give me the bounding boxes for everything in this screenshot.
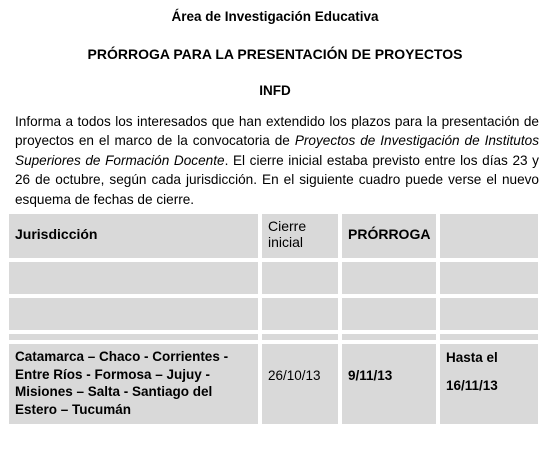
table-cell: [260, 260, 340, 296]
intro-paragraph: [15, 112, 539, 209]
document-subtitle: INFD: [259, 83, 291, 98]
header-prorroga: PRÓRROGA: [340, 212, 438, 260]
table-cell: [7, 332, 260, 342]
hasta-label: Hasta el: [446, 350, 498, 365]
table-cell: [340, 332, 438, 342]
header-cierre-inicial: Cierre inicial: [260, 212, 340, 260]
organization-heading: Área de Investigación Educativa: [171, 9, 379, 24]
hasta-fecha: 16/11/13: [446, 378, 498, 393]
intro-text-before: Informa a todos los interesados que han extendido los plazos para la presentación de proyectos en el marco de la convocatoria de: [15, 114, 539, 149]
deadline-table: [7, 212, 540, 426]
intro-call-name: Proyectos de Investigación de Institutos Superiores de Formación Docente: [15, 133, 539, 168]
cell-cierre-inicial: 26/10/13: [260, 342, 340, 426]
table-cell: [340, 260, 438, 296]
table-header-row: [7, 212, 540, 260]
table-cell: [7, 260, 260, 296]
document-title: PRÓRROGA PARA LA PRESENTACIÓN DE PROYECTOS: [87, 46, 463, 62]
cell-hasta: [438, 342, 540, 426]
header-extra: [438, 212, 540, 260]
table-row: [7, 342, 540, 426]
cell-prorroga: 9/11/13: [340, 342, 438, 426]
table-row-empty: [7, 332, 540, 342]
table-cell: [438, 260, 540, 296]
table-cell: [438, 296, 540, 332]
table-cell: [438, 332, 540, 342]
table-row-empty: [7, 260, 540, 296]
table-cell: [260, 332, 340, 342]
table-cell: [7, 296, 260, 332]
cell-jurisdicciones: Catamarca – Chaco - Corrientes - Entre Ríos - Formosa – Jujuy - Misiones – Salta - Santiago del Estero – Tucumán: [7, 342, 260, 426]
header-jurisdiccion: Jurisdicción: [7, 212, 260, 260]
table-cell: [340, 296, 438, 332]
table-cell: [260, 296, 340, 332]
intro-text-after: . El cierre inicial estaba previsto entre los días 23 y 26 de octubre, según cada jurisdicción. En el siguiente cuadro puede verse el nuevo esquema de fechas de cierre.: [15, 152, 539, 207]
table-row-empty: [7, 296, 540, 332]
